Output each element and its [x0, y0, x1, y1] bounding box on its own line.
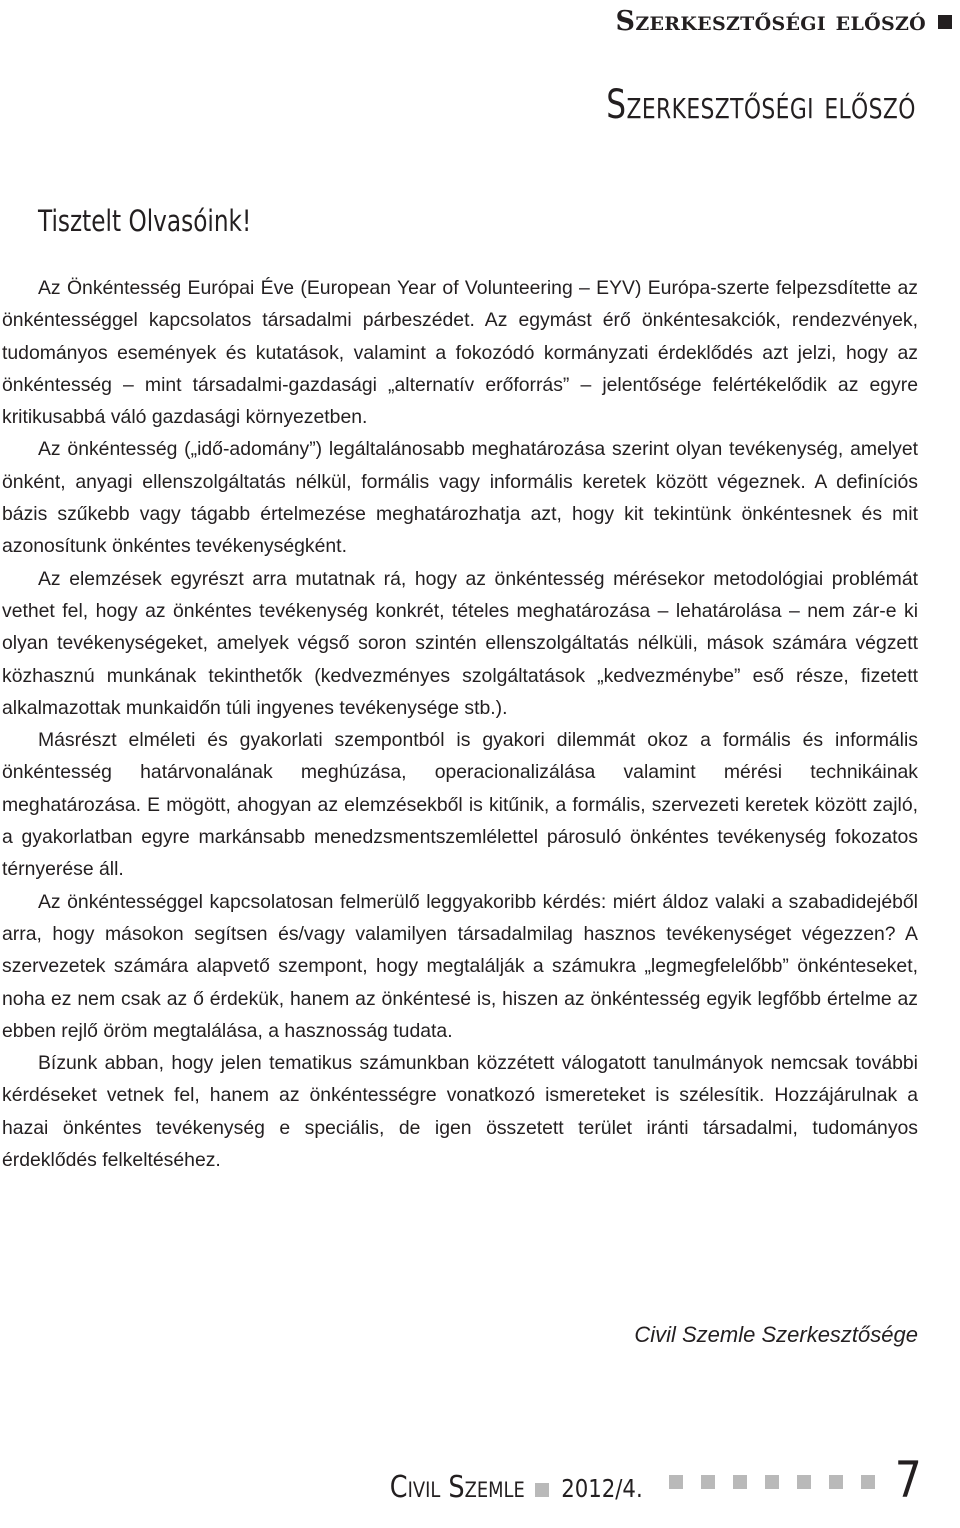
- square-separator-icon: [535, 1483, 549, 1497]
- running-header-title: Szerkesztőségi előszó: [615, 6, 926, 37]
- footer-journal-name: Civil Szemle: [389, 1470, 525, 1505]
- page-title: Szerkesztőségi előszó: [606, 82, 916, 128]
- page-number: 7: [894, 1451, 922, 1509]
- square-bullet-icon: [938, 15, 952, 29]
- square-decoration-icon: [797, 1475, 811, 1489]
- paragraph: Az önkéntességgel kapcsolatosan felmerülő leggyakoribb kérdés: miért áldoz valaki a szabadidejéből arra, hogy másokon segítsen és/vagy valamilyen társadalmilag hasznos tevékenységet végezzen? A szervezetek számára alapvető szempont, hogy megtalálják a számukra „legmegfelelőbb” önkénteseket, noha ez nem csak az ő érdekük, hanem az önkéntesé is, hiszen az önkéntesség egyik legfőbb értelme az ebben rejlő öröm megtalálása, a hasznosság tudata.: [2, 890, 918, 1042]
- square-decoration-icon: [861, 1475, 875, 1489]
- footer-issue: 2012/4.: [561, 1474, 643, 1503]
- salutation: Tisztelt Olvasóink!: [38, 204, 252, 238]
- square-decoration-icon: [669, 1475, 683, 1489]
- paragraph: Másrészt elméleti és gyakorlati szempontból is gyakori dilemmát okoz a formális és informális önkéntesség határvonalának meghúzása, operacionalizálása valamint mérési technikáinak meghatározása. E mögött, ahogyan az elemzésekből is kitűnik, a formális, szervezeti keretek között zajló, a gyakorlatban egyre markánsabb menedzsmentszemlélettel párosuló önkéntes tevékenység fokozatos térnyerése áll.: [2, 729, 918, 881]
- square-decoration-icon: [765, 1475, 779, 1489]
- paragraph: Az Önkéntesség Európai Éve (European Year of Volunteering – EYV) Európa-szerte felpezsdítette az önkéntességgel kapcsolatos társadalmi párbeszédet. Az egymást érő önkéntesakciók, rendezvények, tudományos események és kutatások, valamint a fokozódó kormányzati érdeklődés azt jelzi, hogy az önkéntesség – mint társadalmi-gazdasági „alternatív erőforrás” – jelentősége felértékelődik az egyre kritikusabbá váló gazdasági környezetben.: [2, 277, 918, 429]
- running-header: [616, 6, 952, 37]
- page-footer: [366, 1451, 922, 1509]
- signature: Civil Szemle Szerkesztősége: [634, 1322, 918, 1347]
- article-body: [2, 272, 918, 1176]
- paragraph: Az önkéntesség („idő-adomány”) legáltalánosabb meghatározása szerint olyan tevékenység, amelyet önként, anyagi ellenszolgáltatás nélkül, formális vagy informális keretek között végeznek. A definíciós bázis szűkebb vagy tágabb értelmezése meghatározhatja azt, hogy kit tekintünk önkéntesnek és mit azonosítunk önkéntes tevékenységként.: [2, 438, 918, 558]
- square-row-decoration: [664, 1475, 880, 1497]
- paragraph: Az elemzések egyrészt arra mutatnak rá, hogy az önkéntesség mérésekor metodológiai problémát vethet fel, hogy az önkéntes tevékenység konkrét, tételes meghatározása – lehatárolása – nem zár-e ki olyan tevékenységeket, amelyek végső soron szintén ellenszolgáltatás nélküli, mások számára végzett közhasznú munkának tekinthetők (kedvezményes szolgáltatások „kedvezménybe” eső része, fizetett alkalmazottak munkaidőn túli ingyenes tevékenysége stb.).: [2, 567, 918, 719]
- square-decoration-icon: [701, 1475, 715, 1489]
- paragraph: Bízunk abban, hogy jelen tematikus számunkban közzétett válogatott tanulmányok nemcsak további kérdéseket vetnek fel, hanem az önkéntességre vonatkozó ismereteket is szélesítik. Hozzájárulnak a hazai önkéntes tevékenység e speciális, de igen összetett terület iránti társadalmi, tudományos érdeklődés felkeltéséhez.: [2, 1052, 918, 1172]
- square-decoration-icon: [733, 1475, 747, 1489]
- square-decoration-icon: [829, 1475, 843, 1489]
